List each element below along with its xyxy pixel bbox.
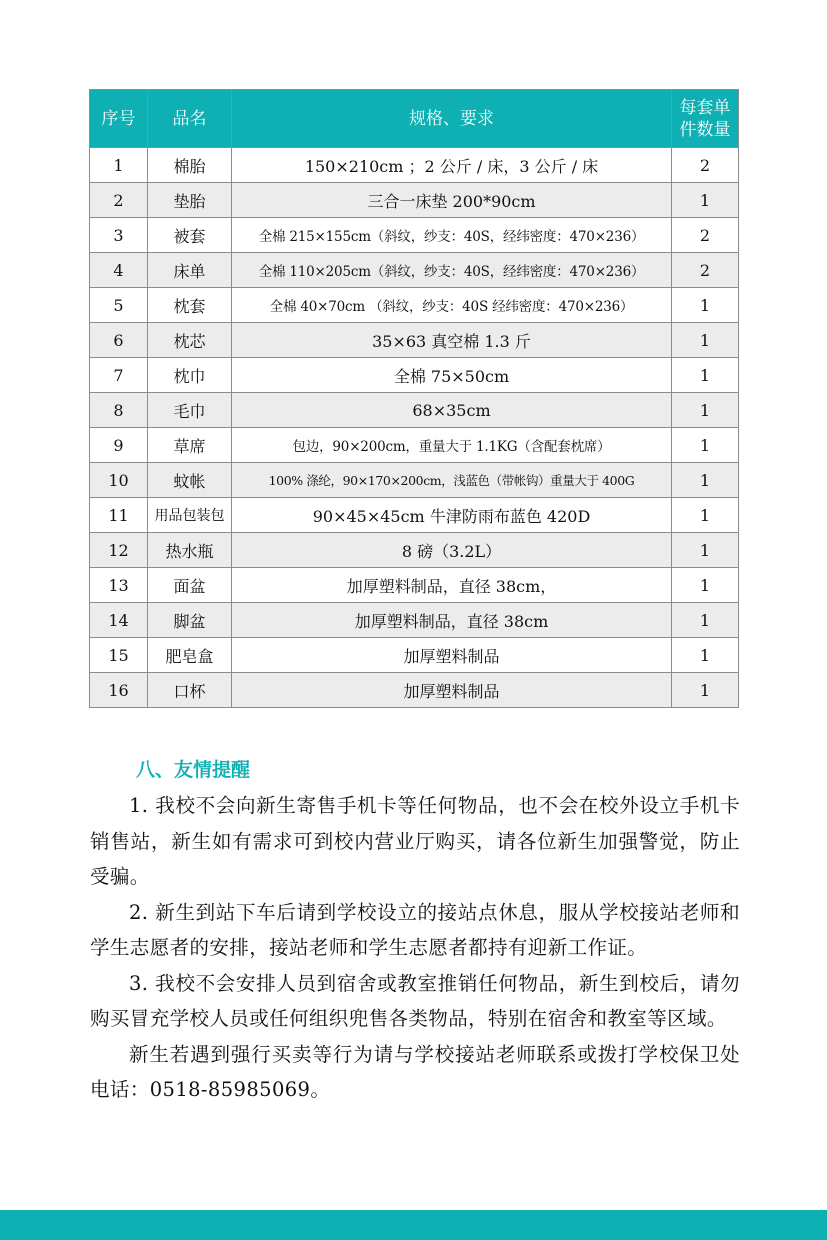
cell-serial: 12: [90, 533, 148, 568]
cell-item-name: 枕套: [148, 288, 232, 323]
cell-quantity: 1: [672, 358, 739, 393]
table-row: [90, 288, 739, 323]
reminder-paragraph: 2. 新生到站下车后请到学校设立的接站点休息，服从学校接站老师和学生志愿者的安排，接站老师和学生志愿者都持有迎新工作证。: [90, 900, 740, 959]
cell-serial: 1: [90, 148, 148, 183]
table-row: [90, 673, 739, 708]
cell-spec: 三合一床垫 200*90cm: [232, 183, 672, 218]
cell-item-name: 面盆: [148, 568, 232, 603]
cell-quantity: 1: [672, 323, 739, 358]
cell-quantity: 1: [672, 393, 739, 428]
cell-quantity: 1: [672, 533, 739, 568]
header-item-name: 品名: [148, 90, 232, 148]
cell-serial: 6: [90, 323, 148, 358]
table-row: [90, 148, 739, 183]
cell-serial: 15: [90, 638, 148, 673]
cell-spec: 100% 涤纶，90×170×200cm，浅蓝色（带帐钩）重量大于 400G: [232, 463, 672, 498]
table-row: [90, 638, 739, 673]
cell-item-name: 枕巾: [148, 358, 232, 393]
cell-item-name: 枕芯: [148, 323, 232, 358]
cell-spec: 90×45×45cm 牛津防雨布蓝色 420D: [232, 498, 672, 533]
cell-serial: 2: [90, 183, 148, 218]
table-row: [90, 533, 739, 568]
cell-spec: 35×63 真空棉 1.3 斤: [232, 323, 672, 358]
cell-quantity: 1: [672, 428, 739, 463]
table-row: [90, 183, 739, 218]
cell-quantity: 1: [672, 603, 739, 638]
cell-item-name: 肥皂盒: [148, 638, 232, 673]
cell-spec: 150×210cm ；2 公斤 / 床，3 公斤 / 床: [232, 148, 672, 183]
cell-serial: 8: [90, 393, 148, 428]
cell-item-name: 蚊帐: [148, 463, 232, 498]
cell-serial: 4: [90, 253, 148, 288]
cell-item-name: 草席: [148, 428, 232, 463]
cell-item-name: 口杯: [148, 673, 232, 708]
table-row: [90, 463, 739, 498]
cell-item-name: 被套: [148, 218, 232, 253]
cell-item-name: 用品包装包: [148, 498, 232, 533]
cell-spec: 加厚塑料制品，直径 38cm: [232, 603, 672, 638]
cell-spec: 8 磅（3.2L）: [232, 533, 672, 568]
table-row: [90, 393, 739, 428]
cell-serial: 3: [90, 218, 148, 253]
table-row: [90, 323, 739, 358]
reminder-paragraph: 新生若遇到强行买卖等行为请与学校接站老师联系或拨打学校保卫处电话：0518-85985069。: [90, 1042, 740, 1101]
cell-quantity: 1: [672, 498, 739, 533]
cell-spec: 加厚塑料制品: [232, 673, 672, 708]
header-serial: 序号: [90, 90, 148, 148]
cell-quantity: 2: [672, 253, 739, 288]
header-quantity: 每套单件数量: [672, 90, 739, 148]
cell-spec: 加厚塑料制品，直径 38cm，: [232, 568, 672, 603]
cell-quantity: 1: [672, 638, 739, 673]
section-title-reminder: 八、友情提醒: [136, 759, 251, 781]
cell-item-name: 垫胎: [148, 183, 232, 218]
cell-quantity: 1: [672, 568, 739, 603]
cell-quantity: 1: [672, 673, 739, 708]
cell-quantity: 2: [672, 148, 739, 183]
cell-quantity: 1: [672, 183, 739, 218]
reminder-paragraph: 3. 我校不会安排人员到宿舍或教室推销任何物品，新生到校后，请勿购买冒充学校人员或任何组织兜售各类物品，特别在宿舍和教室等区域。: [90, 971, 740, 1030]
cell-spec: 全棉 40×70cm （斜纹，纱支：40S 经纬密度：470×236）: [232, 288, 672, 323]
cell-serial: 5: [90, 288, 148, 323]
cell-item-name: 床单: [148, 253, 232, 288]
supply-table: [89, 89, 739, 708]
cell-serial: 14: [90, 603, 148, 638]
cell-serial: 7: [90, 358, 148, 393]
reminder-body: [90, 788, 740, 1108]
header-spec: 规格、要求: [232, 90, 672, 148]
table-row: [90, 498, 739, 533]
table-row: [90, 428, 739, 463]
table-row: [90, 218, 739, 253]
cell-serial: 11: [90, 498, 148, 533]
table-row: [90, 253, 739, 288]
cell-spec: 包边，90×200cm，重量大于 1.1KG（含配套枕席）: [232, 428, 672, 463]
cell-quantity: 1: [672, 288, 739, 323]
table-row: [90, 358, 739, 393]
table-header-row: [90, 90, 739, 148]
cell-serial: 10: [90, 463, 148, 498]
cell-serial: 9: [90, 428, 148, 463]
table-row: [90, 568, 739, 603]
cell-spec: 68×35cm: [232, 393, 672, 428]
cell-spec: 全棉 75×50cm: [232, 358, 672, 393]
table-row: [90, 603, 739, 638]
cell-item-name: 棉胎: [148, 148, 232, 183]
cell-item-name: 脚盆: [148, 603, 232, 638]
footer-bar: [0, 1210, 827, 1240]
reminder-paragraph: 1. 我校不会向新生寄售手机卡等任何物品，也不会在校外设立手机卡销售站，新生如有需求可到校内营业厅购买，请各位新生加强警觉，防止受骗。: [90, 794, 740, 888]
cell-item-name: 热水瓶: [148, 533, 232, 568]
cell-serial: 16: [90, 673, 148, 708]
cell-spec: 加厚塑料制品: [232, 638, 672, 673]
cell-quantity: 1: [672, 463, 739, 498]
cell-spec: 全棉 215×155cm（斜纹，纱支：40S，经纬密度：470×236）: [232, 218, 672, 253]
cell-serial: 13: [90, 568, 148, 603]
cell-item-name: 毛巾: [148, 393, 232, 428]
cell-spec: 全棉 110×205cm（斜纹，纱支：40S，经纬密度：470×236）: [232, 253, 672, 288]
cell-quantity: 2: [672, 218, 739, 253]
